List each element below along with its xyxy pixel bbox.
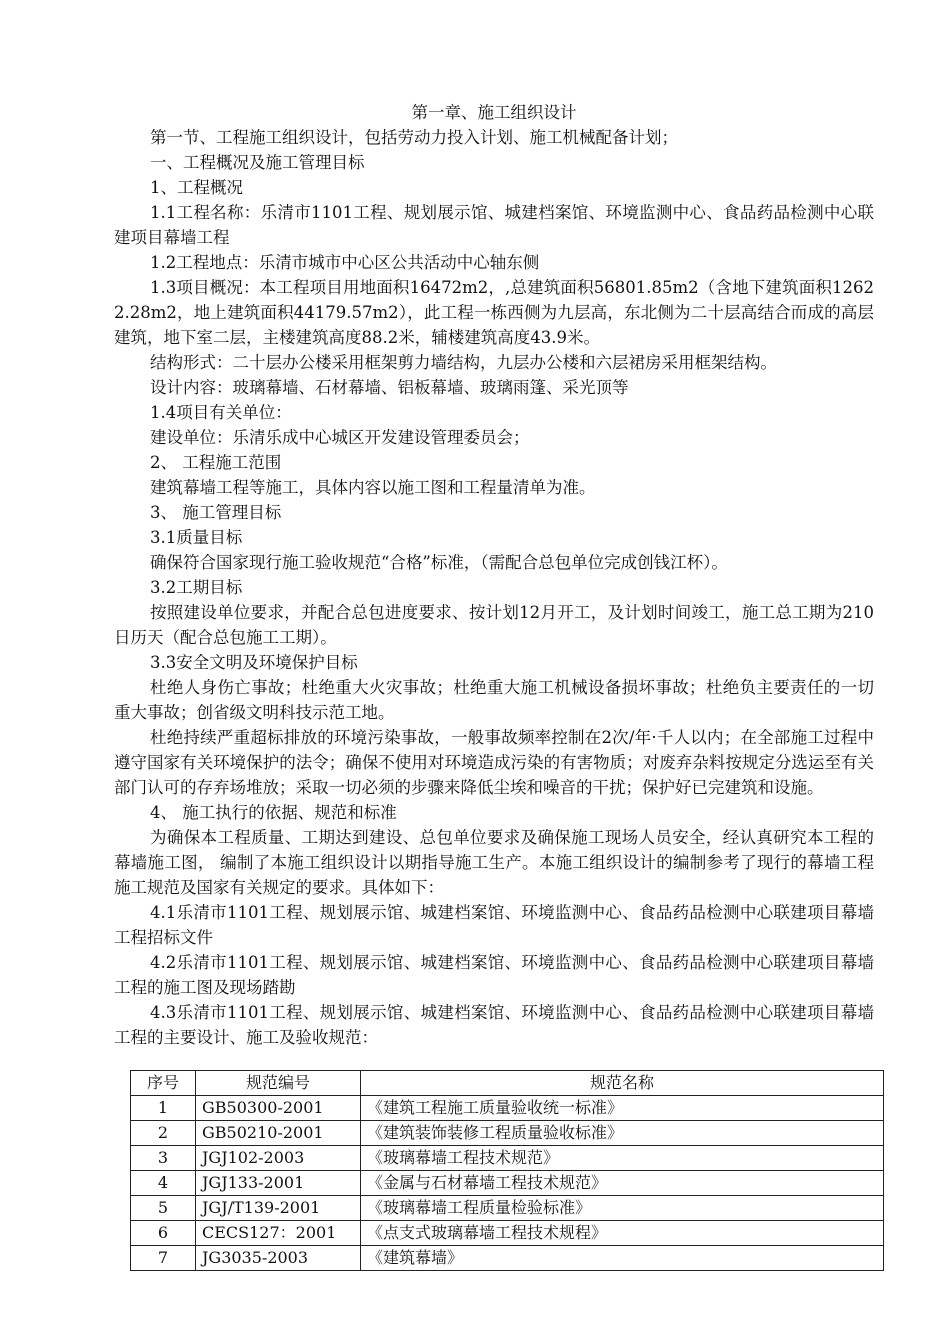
- paragraph-design-content: 设计内容：玻璃幕墙、石材幕墙、铝板幕墙、玻璃雨篷、采光顶等: [150, 378, 629, 397]
- paragraph-structure: 结构形式：二十层办公楼采用框架剪力墙结构，九层办公楼和六层裙房采用框架结构。: [150, 353, 777, 372]
- heading-quality-goal: 3.1质量目标: [150, 528, 243, 547]
- chapter-title: 第一章、施工组织设计: [411, 103, 577, 122]
- paragraph-owner: 建设单位：乐清乐成中心城区开发建设管理委员会；: [150, 428, 530, 447]
- table-row: [131, 1221, 884, 1246]
- paragraph-scope: 建筑幕墙工程等施工，具体内容以施工图和工程量清单为准。: [150, 478, 596, 497]
- cell-name: 《点支式玻璃幕墙工程技术规程》: [361, 1221, 884, 1246]
- cell-no: 3: [131, 1146, 196, 1171]
- cell-no: 7: [131, 1246, 196, 1271]
- heading-project-overview: 1、工程概况: [150, 178, 243, 197]
- cell-code: JGJ102-2003: [196, 1146, 361, 1171]
- paragraph-basis-4-3: 4.3乐清市1101工程、规划展示馆、城建档案馆、环境监测中心、食品药品检测中心联建项目幕墙工程的主要设计、施工及验收规范：: [114, 1003, 874, 1047]
- document-body: [114, 100, 874, 1050]
- cell-no: 6: [131, 1221, 196, 1246]
- cell-name: 《建筑装饰装修工程质量验收标准》: [361, 1121, 884, 1146]
- cell-code: GB50210-2001: [196, 1121, 361, 1146]
- table-row: [131, 1196, 884, 1221]
- heading-overview-goals: 一、工程概况及施工管理目标: [150, 153, 365, 172]
- cell-no: 1: [131, 1096, 196, 1121]
- standards-table: [130, 1070, 884, 1271]
- section-heading: 第一节、工程施工组织设计，包括劳动力投入计划、施工机械配备计划；: [150, 128, 678, 147]
- heading-scope: 2、 工程施工范围: [150, 453, 282, 472]
- cell-no: 5: [131, 1196, 196, 1221]
- paragraph-environment-goal: 杜绝持续严重超标排放的环境污染事故，一般事故频率控制在2次/年·千人以内；在全部施工过程中遵守国家有关环境保护的法令；确保不使用对环境造成污染的有害物质；对废弃杂料按规定分选运至有关部门认可的存弃场堆放；采取一切必须的步骤来降低尘埃和噪音的干扰；保护好已完建筑和设施。: [114, 728, 874, 797]
- header-code: 规范编号: [196, 1071, 361, 1096]
- cell-name: 《建筑工程施工质量验收统一标准》: [361, 1096, 884, 1121]
- paragraph-project-location: 1.2工程地点：乐清市城市中心区公共活动中心轴东侧: [150, 253, 540, 272]
- table-row: [131, 1121, 884, 1146]
- table-row: [131, 1246, 884, 1271]
- cell-no: 4: [131, 1171, 196, 1196]
- header-no: 序号: [131, 1071, 196, 1096]
- heading-standards: 4、 施工执行的依据、规范和标准: [150, 803, 397, 822]
- cell-name: 《建筑幕墙》: [361, 1246, 884, 1271]
- cell-code: JGJ/T139-2001: [196, 1196, 361, 1221]
- cell-name: 《玻璃幕墙工程质量检验标准》: [361, 1196, 884, 1221]
- header-name: 规范名称: [361, 1071, 884, 1096]
- paragraph-quality-goal: 确保符合国家现行施工验收规范“合格”标准，（需配合总包单位完成创钱江杯）。: [150, 553, 728, 572]
- table-header-row: [131, 1071, 884, 1096]
- cell-code: CECS127：2001: [196, 1221, 361, 1246]
- heading-management-goals: 3、 施工管理目标: [150, 503, 282, 522]
- cell-name: 《金属与石材幕墙工程技术规范》: [361, 1171, 884, 1196]
- paragraph-project-summary: 1.3项目概况：本工程项目用地面积16472m2，,总建筑面积56801.85m2（含地下建筑面积12622.28m2，地上建筑面积44179.57m2），此工程一栋西侧为九层高，东北侧为二十层高结合而成的高层建筑，地下室二层，主楼建筑高度88.2米，辅楼建筑高度43.9米。: [114, 278, 874, 347]
- paragraph-schedule-goal: 按照建设单位要求，并配合总包进度要求、按计划12月开工，及计划时间竣工，施工总工期为210日历天（配合总包施工工期）。: [114, 603, 874, 647]
- cell-name: 《玻璃幕墙工程技术规范》: [361, 1146, 884, 1171]
- heading-safety-goal: 3.3安全文明及环境保护目标: [150, 653, 358, 672]
- table-row: [131, 1146, 884, 1171]
- paragraph-project-name: 1.1工程名称：乐清市1101工程、规划展示馆、城建档案馆、环境监测中心、食品药品检测中心联建项目幕墙工程: [114, 203, 874, 247]
- cell-code: GB50300-2001: [196, 1096, 361, 1121]
- table-row: [131, 1096, 884, 1121]
- paragraph-safety-goal: 杜绝人身伤亡事故；杜绝重大火灾事故；杜绝重大施工机械设备损坏事故；杜绝负主要责任的一切重大事故；创省级文明科技示范工地。: [114, 678, 874, 722]
- cell-code: JG3035-2003: [196, 1246, 361, 1271]
- paragraph-basis-4-1: 4.1乐清市1101工程、规划展示馆、城建档案馆、环境监测中心、食品药品检测中心联建项目幕墙工程招标文件: [114, 903, 874, 947]
- heading-related-units: 1.4项目有关单位：: [150, 403, 292, 422]
- table-row: [131, 1171, 884, 1196]
- cell-code: JGJ133-2001: [196, 1171, 361, 1196]
- paragraph-basis-4-2: 4.2乐清市1101工程、规划展示馆、城建档案馆、环境监测中心、食品药品检测中心联建项目幕墙工程的施工图及现场踏勘: [114, 953, 874, 997]
- paragraph-standards-intro: 为确保本工程质量、工期达到建设、总包单位要求及确保施工现场人员安全，经认真研究本工程的幕墙施工图， 编制了本施工组织设计以期指导施工生产。本施工组织设计的编制参考了现行的幕墙工程施工规范及国家有关规定的要求。具体如下：: [114, 828, 874, 897]
- heading-schedule-goal: 3.2工期目标: [150, 578, 243, 597]
- cell-no: 2: [131, 1121, 196, 1146]
